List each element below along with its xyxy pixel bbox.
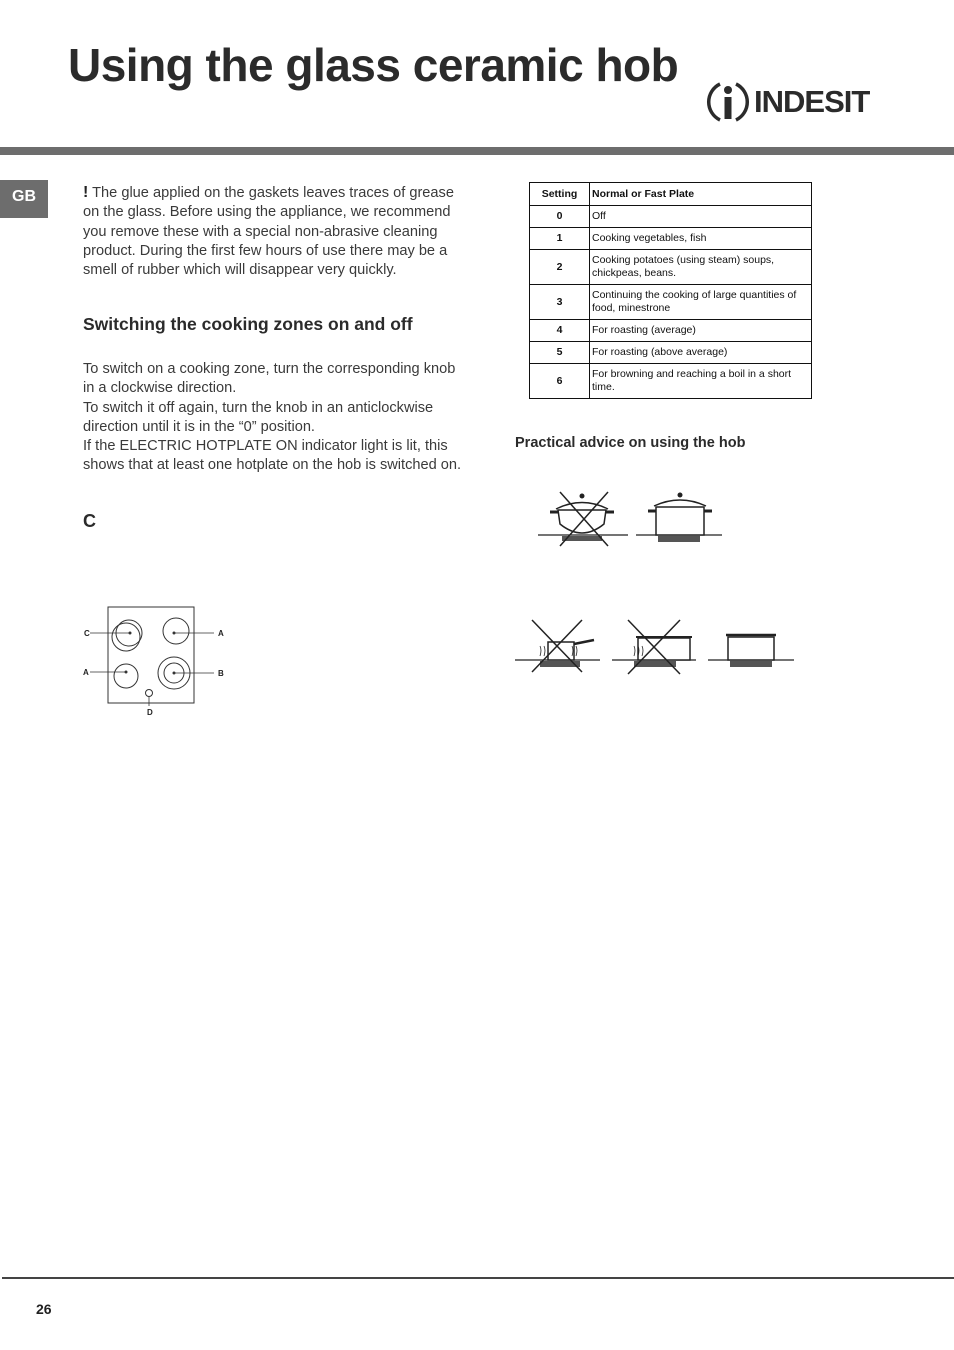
setting-value: 1 — [530, 228, 590, 250]
setting-description: Cooking vegetables, fish — [590, 228, 812, 250]
setting-value: 0 — [530, 206, 590, 228]
setting-description: For browning and reaching a boil in a short time. — [590, 364, 812, 399]
table-row — [530, 285, 812, 320]
pot-illustrations — [510, 480, 810, 680]
label-c: C — [84, 629, 90, 638]
setting-description: Off — [590, 206, 812, 228]
pot-flat-bottom-correct-icon — [636, 493, 722, 543]
setting-value: 3 — [530, 285, 590, 320]
brand-name: INDESIT — [754, 84, 870, 119]
setting-value: 2 — [530, 250, 590, 285]
header-setting: Setting — [530, 183, 590, 206]
setting-value: 4 — [530, 320, 590, 342]
page-title: Using the glass ceramic hob — [68, 39, 679, 91]
indesit-logo-icon — [706, 78, 752, 126]
label-a-right: A — [218, 629, 224, 638]
paragraph-switch-off: To switch it off again, turn the knob in an anticlockwise direction until it is in the “0” position. — [83, 399, 434, 435]
pot-round-bottom-wrong-icon — [538, 492, 628, 546]
advice-heading: Practical advice on using the hob — [515, 435, 746, 451]
setting-description: Continuing the cooking of large quantities of food, minestrone — [590, 285, 812, 320]
paragraph-indicator: If the ELECTRIC HOTPLATE ON indicator light is lit, this shows that at least one hotplate on the hob is switched on. — [83, 438, 462, 474]
label-a-left: A — [83, 668, 89, 677]
table-row — [530, 364, 812, 399]
section-body — [83, 360, 463, 476]
table-row — [530, 320, 812, 342]
table-row — [530, 250, 812, 285]
pot-matching-zone-correct-icon — [708, 635, 794, 667]
pot-lid-off-wrong-icon — [612, 620, 696, 674]
setting-description: For roasting (average) — [590, 320, 812, 342]
brand-logo — [706, 78, 871, 126]
hob-diagram — [82, 600, 232, 722]
paragraph-switch-on: To switch on a cooking zone, turn the corresponding knob in a clockwise direction. — [83, 361, 456, 397]
figure-label: C — [83, 511, 96, 531]
warning-mark: ! — [83, 184, 89, 201]
language-tab: GB — [0, 180, 48, 218]
table-row — [530, 228, 812, 250]
pot-too-small-wrong-icon — [515, 620, 600, 672]
table-header-row — [530, 183, 812, 206]
intro-text: The glue applied on the gaskets leaves traces of grease on the glass. Before using the appliance, we recommend you remove these with a special non-abrasive cleaning product. During the first few hours of use there may be a smell of rubber which will disappear very quickly. — [83, 185, 454, 279]
label-d: D — [147, 708, 153, 717]
setting-value: 5 — [530, 342, 590, 364]
settings-table — [529, 182, 812, 399]
page-number: 26 — [36, 1301, 52, 1317]
table-row — [530, 206, 812, 228]
header-plate: Normal or Fast Plate — [590, 183, 812, 206]
header-divider — [0, 147, 954, 155]
setting-description: For roasting (above average) — [590, 342, 812, 364]
label-b: B — [218, 669, 224, 678]
footer-divider — [2, 1277, 954, 1279]
intro-warning — [83, 183, 463, 280]
section-heading: Switching the cooking zones on and off — [83, 314, 413, 334]
setting-description: Cooking potatoes (using steam) soups, chickpeas, beans. — [590, 250, 812, 285]
setting-value: 6 — [530, 364, 590, 399]
table-row — [530, 342, 812, 364]
